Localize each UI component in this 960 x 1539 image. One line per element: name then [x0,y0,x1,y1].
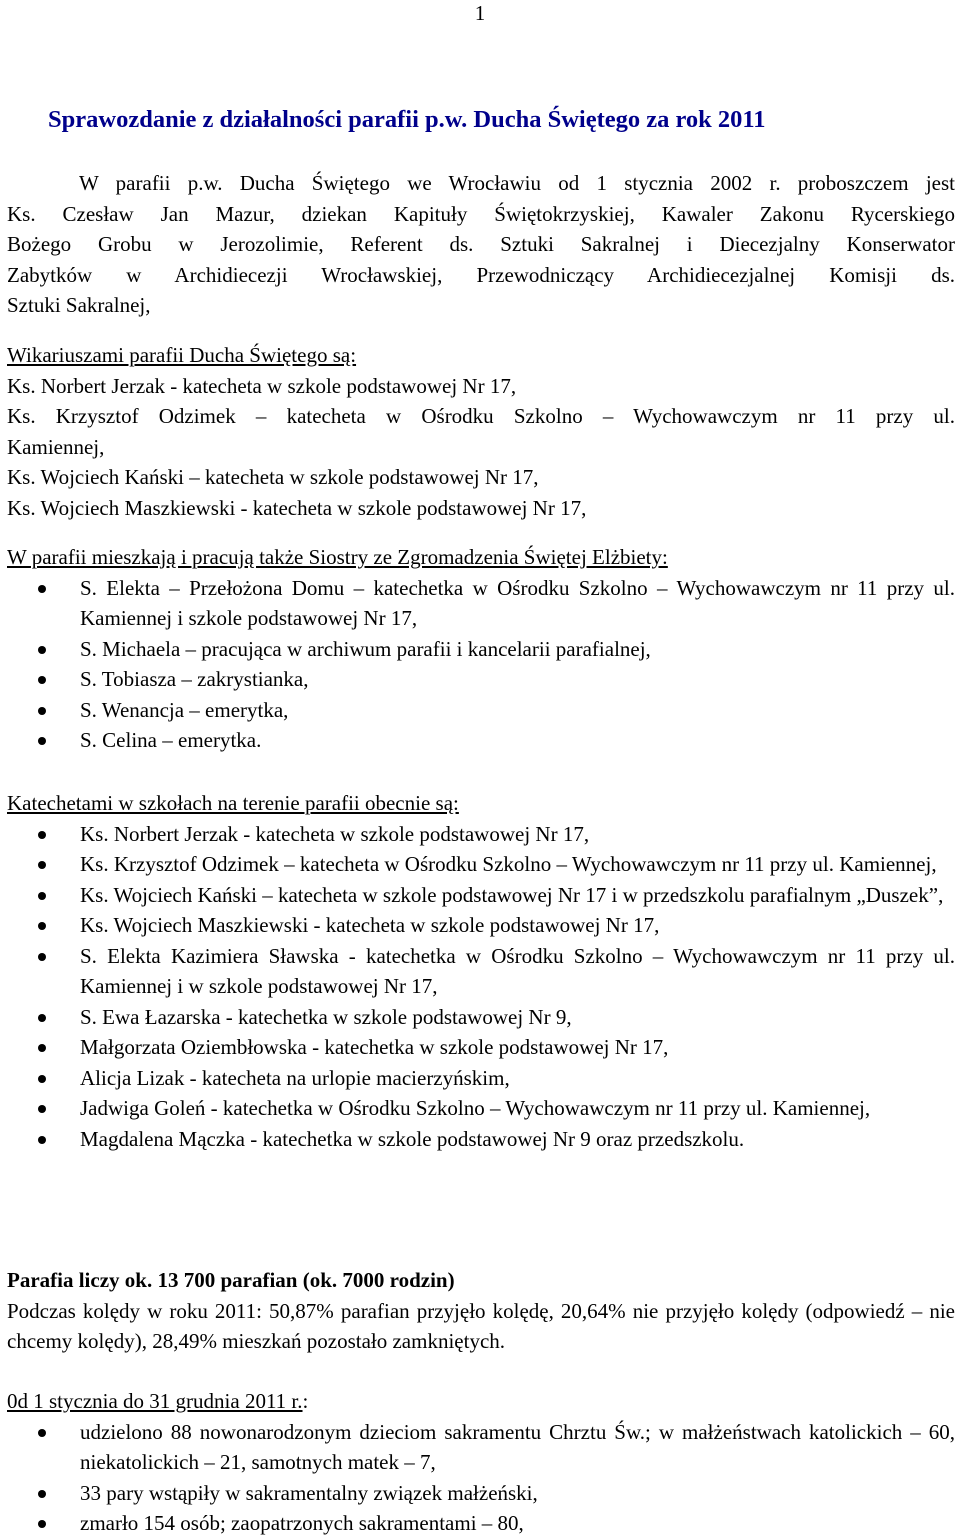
bullet-icon [38,1136,46,1144]
list-item: Ks. Norbert Jerzak - katecheta w szkole podstawowej Nr 17, [7,819,955,850]
intro-line: Ks. Czesław Jan Mazur, dziekan Kapituły Świętokrzyskiej, Kawaler Zakonu Rycerskiego [7,201,955,226]
bullet-icon [38,1075,46,1083]
list-item: S. Elekta – Przełożona Domu – katechetka w Ośrodku Szkolno – Wychowawczym nr 11 przy ul. Kamiennej i szkole podstawowej Nr 17, [7,573,955,634]
list-item: Jadwiga Goleń - katechetka w Ośrodku Szkolno – Wychowawczym nr 11 przy ul. Kamiennej, [7,1093,955,1124]
bullet-icon [38,737,46,745]
parish-heading: Parafia liczy ok. 13 700 parafian (ok. 7000 rodzin) [7,1268,455,1292]
list-item: Małgorzata Oziembłowska - katechetka w szkole podstawowej Nr 17, [7,1032,955,1063]
bullet-icon [38,1014,46,1022]
vicar-line: Ks. Wojciech Kański – katecheta w szkole podstawowej Nr 17, [7,465,539,489]
bullet-icon [38,861,46,869]
sisters-section [7,542,955,756]
bullet-icon [38,676,46,684]
vicar-line: Ks. Krzysztof Odzimek – katecheta w Ośrodku Szkolno – Wychowawczym nr 11 przy ul. [7,404,955,428]
list-item: S. Michaela – pracująca w archiwum parafii i kancelarii parafialnej, [7,634,955,665]
list-item: zmarło 154 osób; zaopatrzonych sakramentami – 80, [7,1508,955,1539]
vicars-heading: Wikariuszami parafii Ducha Świętego są: [7,343,357,367]
list-item: Ks. Wojciech Kański – katecheta w szkole podstawowej Nr 17 i w przedszkolu parafialnym „Duszek”, [7,880,955,911]
catechists-list [7,819,955,1155]
parish-text: Podczas kolędy w roku 2011: 50,87% parafian przyjęło kolędę, 20,64% nie przyjęło kolędy (odpowiedź – nie chcemy kolędy), 28,49% mieszkań pozostało zamkniętych. [7,1298,955,1353]
catechists-heading: Katechetami w szkołach na terenie parafii obecnie są: [7,791,459,815]
list-item: S. Wenancja – emerytka, [7,695,955,726]
sisters-list [7,573,955,756]
list-item: S. Elekta Kazimiera Sławska - katechetka w Ośrodku Szkolno – Wychowawczym nr 11 przy ul. Kamiennej i w szkole podstawowej Nr 17, [7,941,955,1002]
period-heading-text: 0d 1 stycznia do 31 grudnia 2011 r. [7,1389,303,1413]
document-title: Sprawozdanie z działalności parafii p.w. Ducha Świętego za rok 2011 [48,106,766,133]
bullet-icon [38,953,46,961]
bullet-icon [38,1429,46,1437]
bullet-icon [38,585,46,593]
list-item: 33 pary wstąpiły w sakramentalny związek małżeński, [7,1478,955,1509]
catechists-section [7,788,955,1154]
period-section [7,1386,955,1539]
bullet-icon [38,922,46,930]
bullet-icon [38,707,46,715]
list-item: Magdalena Mączka - katechetka w szkole podstawowej Nr 9 oraz przedszkolu. [7,1124,955,1155]
list-item: udzielono 88 nowonarodzonym dzieciom sakramentu Chrztu Św.; w małżeństwach katolickich – 60, niekatolickich – 21, samotnych matek – 7, [7,1417,955,1478]
bullet-icon [38,1105,46,1113]
parish-section [7,1265,955,1357]
intro-line: Zabytków w Archidiecezji Wrocławskiej, Przewodniczący Archidiecezjalnej Komisji ds. [7,262,955,287]
sisters-heading: W parafii mieszkają i pracują także Siostry ze Zgromadzenia Świętej Elżbiety: [7,545,668,569]
period-heading [7,1386,955,1417]
bullet-icon [38,1490,46,1498]
list-item: S. Tobiasza – zakrystianka, [7,664,955,695]
page-number: 1 [474,1,486,25]
list-item: S. Ewa Łazarska - katechetka w szkole podstawowej Nr 9, [7,1002,955,1033]
period-list [7,1417,955,1539]
bullet-icon [38,892,46,900]
vicars-section [7,340,955,523]
intro-line: Sztuki Sakralnej, [7,293,151,317]
intro-line: W parafii p.w. Ducha Świętego we Wrocławiu od 1 stycznia 2002 r. proboszczem jest [79,171,955,195]
bullet-icon [38,646,46,654]
period-heading-colon: : [302,1389,309,1413]
vicar-line: Kamiennej, [7,434,105,459]
list-item: Alicja Lizak - katecheta na urlopie macierzyńskim, [7,1063,955,1094]
list-item: Ks. Krzysztof Odzimek – katecheta w Ośrodku Szkolno – Wychowawczym nr 11 przy ul. Kamiennej, [7,849,955,880]
list-item: S. Celina – emerytka. [7,725,955,756]
bullet-icon [38,1044,46,1052]
vicar-line: Ks. Wojciech Maszkiewski - katecheta w szkole podstawowej Nr 17, [7,495,587,520]
list-item: Ks. Wojciech Maszkiewski - katecheta w szkole podstawowej Nr 17, [7,910,955,941]
intro-paragraph [7,168,955,321]
vicar-line: Ks. Norbert Jerzak - katecheta w szkole podstawowej Nr 17, [7,373,517,398]
bullet-icon [38,831,46,839]
intro-line: Bożego Grobu w Jerozolimie, Referent ds. Sztuki Sakralnej i Diecezjalny Konserwator [7,232,955,256]
bullet-icon [38,1520,46,1528]
